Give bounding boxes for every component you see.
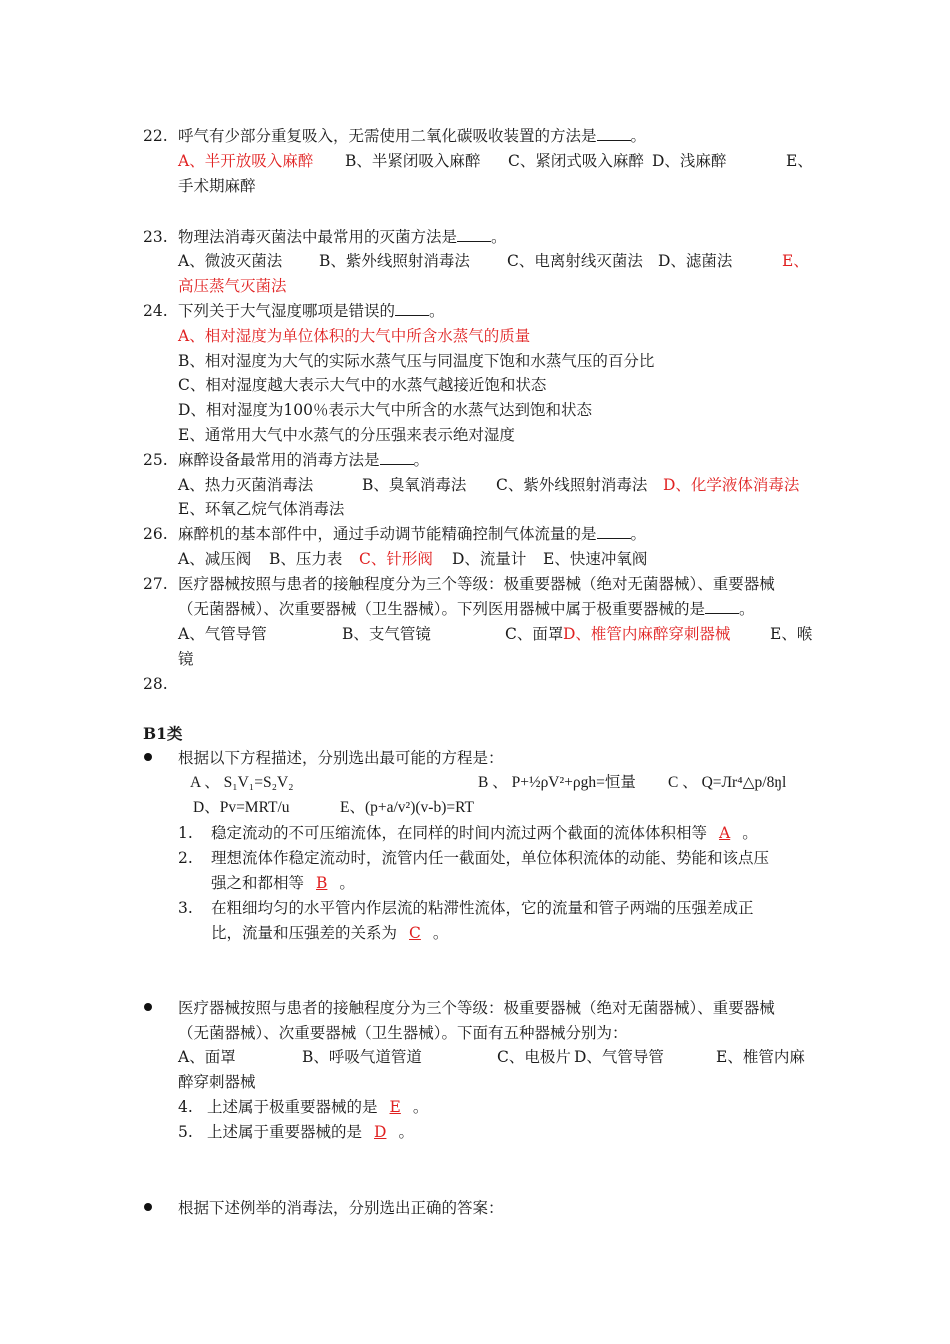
option-a: A、半开放吸入麻醉 (178, 152, 314, 170)
option-e-cont: 醉穿刺器械 (178, 1073, 256, 1091)
option-b: B、紫外线照射消毒法 (319, 252, 470, 270)
answer-key: E (389, 1098, 401, 1116)
item-text: 稳定流动的不可压缩流体，在同样的时间内流过两个截面的流体体积相等 A 。 (211, 824, 758, 842)
answer-key: C (409, 924, 421, 942)
option-a: A、气管导管 (178, 625, 267, 643)
option-c: C、面罩 (505, 625, 564, 643)
option-c: C、紧闭式吸入麻醉 (508, 152, 644, 170)
option-e: E、通常用大气中水蒸气的分压强来表示绝对湿度 (178, 426, 515, 444)
answer-blank (597, 126, 631, 141)
option-e: E、椎管内麻 (716, 1048, 805, 1066)
option-c: C、电离射线灭菌法 (507, 252, 643, 270)
question-stem: 麻醉设备最常用的消毒方法是 。 (178, 451, 430, 469)
formula-b: B 、 P+½ρV²+ρgh=恒量 (478, 774, 636, 791)
question-number: 27. (143, 575, 168, 593)
group-intro-cont: （无菌器械）、次重要器械（卫生器械）。下面有五种器械分别为： (178, 1024, 628, 1042)
option-c: C、相对湿度越大表示大气中的水蒸气越接近饱和状态 (178, 376, 547, 394)
answer-blank (457, 227, 491, 242)
question-stem: 麻醉机的基本部件中，通过手动调节能精确控制气体流量的是 。 (178, 525, 647, 543)
formula-a: A 、 S₁V₁=S₂V₂ (190, 774, 294, 791)
option-c: C、电极片 (497, 1048, 571, 1066)
item-text: 理想流体作稳定流动时，流管内任一截面处，单位体积流体的动能、势能和该点压 (211, 849, 770, 867)
option-e: E、环氧乙烷气体消毒法 (178, 500, 345, 518)
question-number: 25. (143, 451, 168, 469)
item-number: 2. (178, 849, 193, 867)
item-text-cont: 强之和都相等 B 。 (211, 874, 355, 892)
option-a: A、相对湿度为单位体积的大气中所含水蒸气的质量 (178, 327, 531, 345)
formula-c: C 、 Q=Лr⁴△p/8ŋl (668, 774, 787, 791)
option-a: A、微波灭菌法 (178, 252, 283, 270)
option-b: B、半紧闭吸入麻醉 (345, 152, 481, 170)
option-d: D、流量计 (452, 550, 527, 568)
question-number: 28. (143, 675, 168, 693)
option-e: E、喉 (770, 625, 813, 643)
option-a: A、减压阀 (178, 550, 252, 568)
item-text: 上述属于极重要器械的是 E 。 (207, 1098, 429, 1116)
item-number: 1. (178, 824, 193, 842)
option-c: C、针形阀 (359, 550, 433, 568)
group-intro: 根据下述例举的消毒法，分别选出正确的答案： (178, 1199, 504, 1217)
option-d: D、相对湿度为100％表示大气中所含的水蒸气达到饱和状态 (178, 401, 593, 419)
item-number: 3. (178, 899, 193, 917)
option-b: B、相对湿度为大气的实际水蒸气压与同温度下饱和水蒸气压的百分比 (178, 352, 655, 370)
group-intro: 根据以下方程描述，分别选出最可能的方程是： (178, 749, 504, 767)
question-stem: 呼气有少部分重复吸入，无需使用二氧化碳吸收装置的方法是 。 (178, 127, 647, 145)
option-e-cont: 手术期麻醉 (178, 177, 256, 195)
question-number: 26. (143, 525, 168, 543)
answer-blank (380, 450, 414, 465)
option-d: D、化学液体消毒法 (663, 476, 800, 494)
bullet-icon (144, 753, 152, 761)
formula-e: E、(p+a/v²)(v-b)=RT (340, 799, 474, 816)
formula-d: D、Pv=MRT/u (193, 799, 290, 816)
question-stem: 医疗器械按照与患者的接触程度分为三个等级：极重要器械（绝对无菌器械）、重要器械 (178, 575, 775, 593)
option-e: E、 (786, 152, 813, 170)
item-number: 5. (178, 1123, 193, 1141)
option-d: D、滤菌法 (658, 252, 733, 270)
question-stem: 物理法消毒灭菌法中最常用的灭菌方法是 。 (178, 228, 507, 246)
option-e-cont: 高压蒸气灭菌法 (178, 277, 287, 295)
question-number: 24. (143, 302, 168, 320)
answer-blank (395, 301, 429, 316)
question-stem: 下列关于大气湿度哪项是错误的 。 (178, 302, 445, 320)
item-text-cont: 比，流量和压强差的关系为 C 。 (211, 924, 449, 942)
answer-blank (705, 599, 739, 614)
option-d: D、浅麻醉 (652, 152, 727, 170)
answer-key: A (719, 824, 731, 842)
option-d: D、椎管内麻醉穿刺器械 (563, 625, 731, 643)
bullet-icon (144, 1203, 152, 1211)
option-c: C、紫外线照射消毒法 (496, 476, 648, 494)
option-e: E、 (782, 252, 809, 270)
option-b: B、压力表 (269, 550, 343, 568)
item-number: 4. (178, 1098, 193, 1116)
item-text: 在粗细均匀的水平管内作层流的粘滞性流体，它的流量和管子两端的压强差成正 (211, 899, 754, 917)
answer-key: D (374, 1123, 387, 1141)
answer-key: B (316, 874, 328, 892)
option-d: D、气管导管 (574, 1048, 664, 1066)
option-a: A、热力灭菌消毒法 (178, 476, 314, 494)
question-number: 23. (143, 228, 168, 246)
bullet-icon (144, 1003, 152, 1011)
item-text: 上述属于重要器械的是 D 。 (207, 1123, 414, 1141)
answer-blank (597, 524, 631, 539)
option-b: B、臭氧消毒法 (362, 476, 467, 494)
option-b: B、支气管镜 (342, 625, 431, 643)
group-intro: 医疗器械按照与患者的接触程度分为三个等级：极重要器械（绝对无菌器械）、重要器械 (178, 999, 775, 1017)
option-e: E、快速冲氧阀 (543, 550, 648, 568)
option-b: B、呼吸气道管道 (302, 1048, 422, 1066)
option-a: A、面罩 (178, 1048, 236, 1066)
section-title: B1类 (143, 724, 183, 743)
option-e-cont: 镜 (178, 650, 194, 668)
question-number: 22. (143, 127, 168, 145)
question-stem-cont: （无菌器械）、次重要器械（卫生器械）。下列医用器械中属于极重要器械的是 。 (178, 600, 755, 618)
